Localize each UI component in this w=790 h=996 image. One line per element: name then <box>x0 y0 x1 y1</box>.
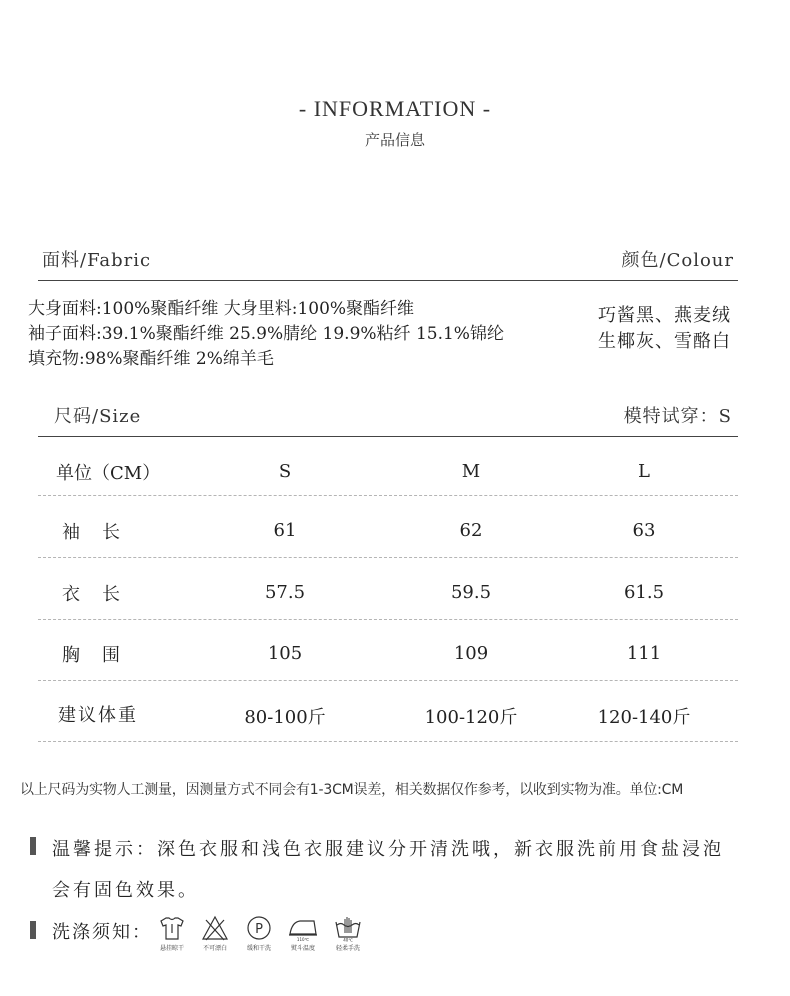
cell-sleeve-s: 61 <box>273 520 297 541</box>
wash-temp: 40℃ <box>343 937 353 942</box>
tip-line-2: 会有固色效果。 <box>52 880 199 901</box>
care-marker <box>30 921 36 939</box>
care-caption: 缓和干洗 <box>246 945 271 952</box>
column-header-m: M <box>461 461 481 482</box>
no-bleach-icon <box>193 914 237 960</box>
column-header-s: S <box>278 461 292 482</box>
cell-sleeve-l: 63 <box>632 520 656 541</box>
fabric-divider <box>38 280 738 281</box>
cell-length-s: 57.5 <box>264 582 306 603</box>
cell-sleeve-m: 62 <box>459 520 483 541</box>
fabric-heading: 面料/Fabric <box>42 250 152 271</box>
colour-heading: 颜色/Colour <box>621 250 734 271</box>
row-label-weight: 建议体重 <box>58 705 138 726</box>
size-divider <box>38 436 738 437</box>
colour-line-2: 生椰灰、雪酪白 <box>598 331 731 352</box>
cell-weight-m: 100-120斤 <box>424 707 518 728</box>
tip-line-1: 温馨提示：深色衣服和浅色衣服建议分开清洗哦，新衣服洗前用食盐浸泡 <box>52 839 724 860</box>
row-divider <box>38 557 738 558</box>
fabric-line-filling: 填充物:98%聚酯纤维 2%绵羊毛 <box>28 349 274 369</box>
dry-clean-glyph: P <box>255 922 263 937</box>
fabric-line-sleeve: 袖子面料:39.1%聚酯纤维 25.9%腈纶 19.9%粘纤 15.1%锦纶 <box>28 324 504 344</box>
fabric-line-outer: 大身面料:100%聚酯纤维 大身里料:100%聚酯纤维 <box>28 299 415 319</box>
page-subtitle: 产品信息 <box>364 131 425 149</box>
row-divider <box>38 741 738 742</box>
page-title: - INFORMATION - <box>298 96 492 121</box>
cell-length-l: 61.5 <box>623 582 665 603</box>
size-heading: 尺码/Size <box>54 406 142 427</box>
measurement-note: 以上尺码为实物人工测量，因测量方式不同会有1-3CM误差，相关数据仅作参考，以收到实物为准。单位:CM <box>20 782 684 798</box>
colour-line-1: 巧酱黑、燕麦绒 <box>598 305 731 326</box>
gentle-dry-clean-icon <box>237 914 281 960</box>
row-divider <box>38 619 738 620</box>
tip-marker <box>30 837 36 855</box>
row-divider <box>38 680 738 681</box>
cell-chest-s: 105 <box>267 643 303 664</box>
hang-dry-icon <box>150 914 194 960</box>
model-size-label: 模特试穿：S <box>623 406 732 427</box>
care-caption: 轻柔手洗 <box>335 945 360 952</box>
cell-weight-l: 120-140斤 <box>597 707 691 728</box>
row-divider <box>38 495 738 496</box>
unit-label: 单位（CM） <box>56 463 161 484</box>
care-caption: 悬挂晾干 <box>159 945 184 952</box>
cell-weight-s: 80-100斤 <box>244 707 326 728</box>
row-label-sleeve: 袖 长 <box>62 522 122 543</box>
care-caption: 不可漂白 <box>202 945 227 952</box>
care-label: 洗涤须知： <box>52 922 152 943</box>
care-caption: 熨斗温度 <box>290 945 315 952</box>
row-label-chest: 胸 围 <box>62 645 122 666</box>
cell-length-m: 59.5 <box>450 582 492 603</box>
iron-temp: 110℃ <box>296 937 310 942</box>
iron-icon <box>281 914 325 960</box>
hand-wash-icon <box>326 914 370 960</box>
column-header-l: L <box>638 461 650 482</box>
row-label-length: 衣 长 <box>62 584 122 605</box>
cell-chest-l: 111 <box>626 643 662 664</box>
cell-chest-m: 109 <box>453 643 489 664</box>
